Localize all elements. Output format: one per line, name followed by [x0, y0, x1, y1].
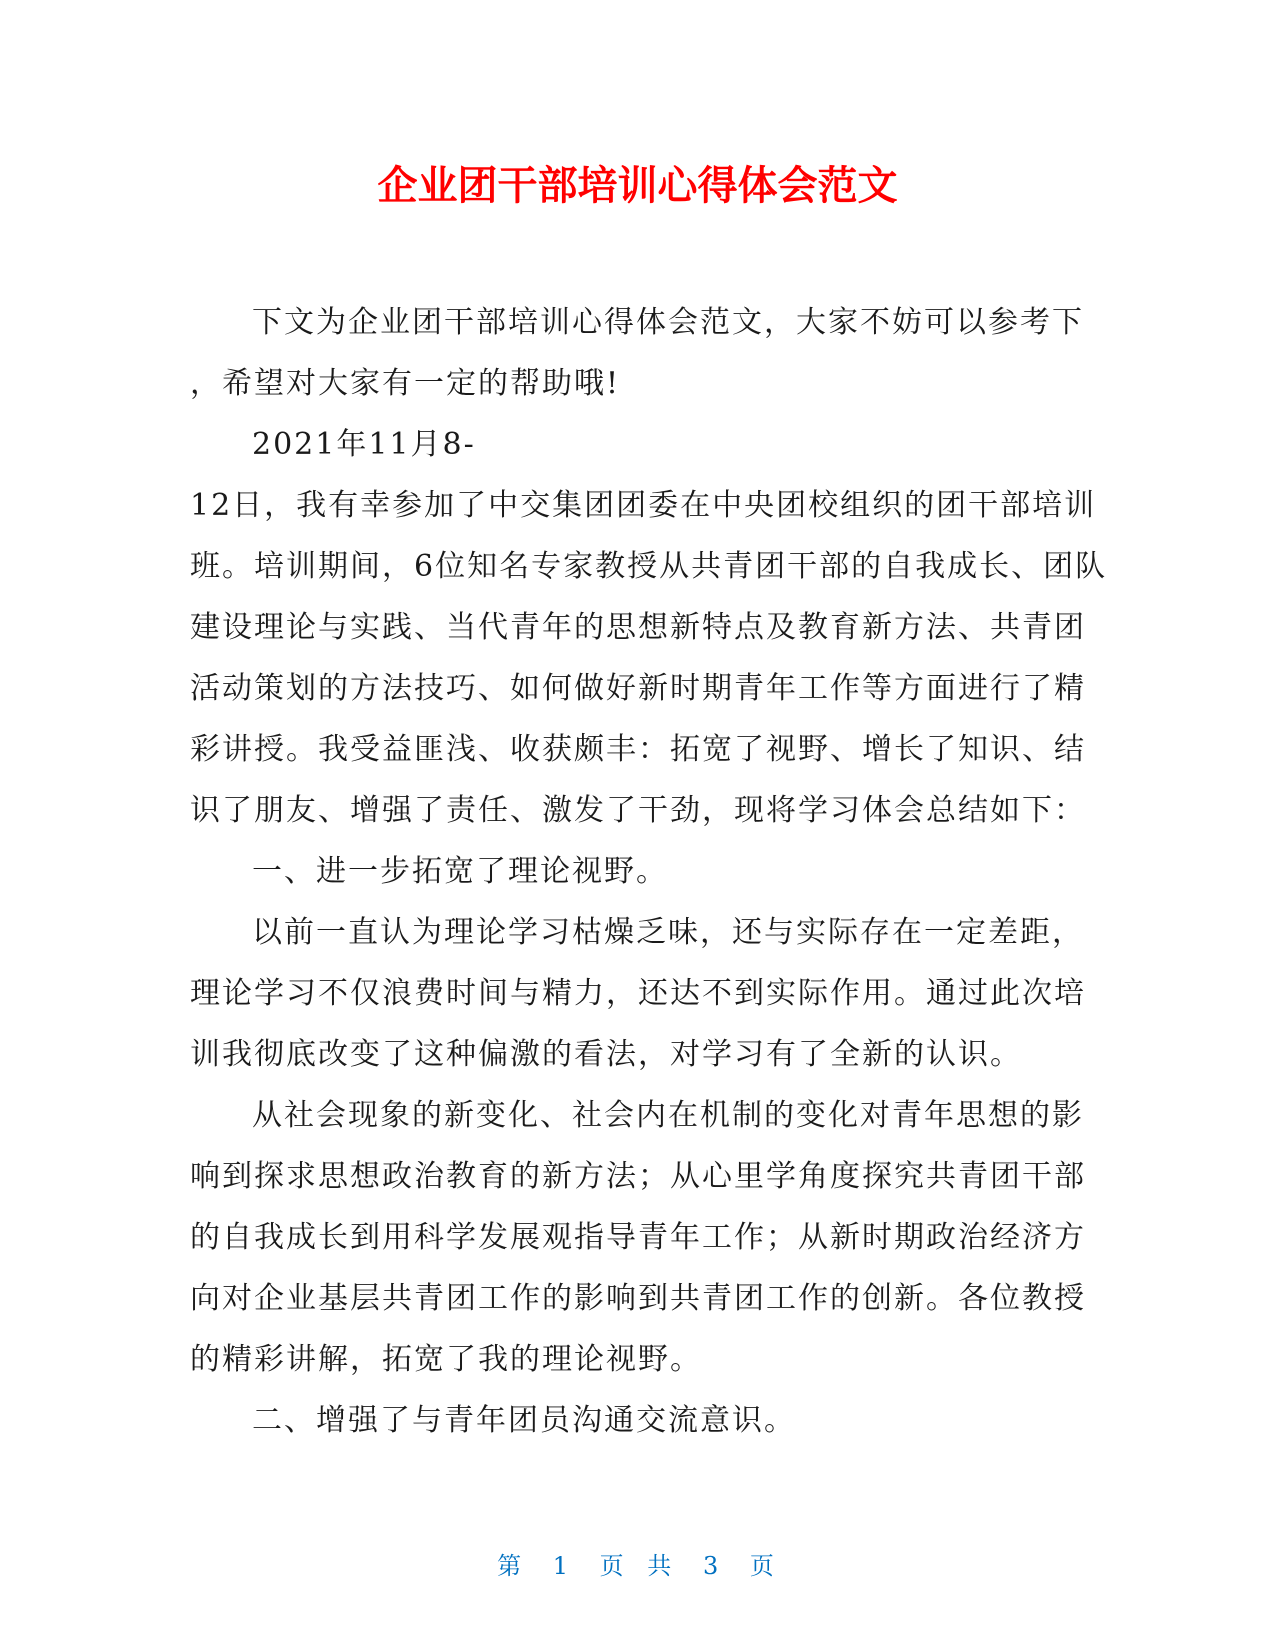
paragraph-line: ，希望对大家有一定的帮助哦!: [190, 366, 621, 401]
paragraph-line: 的自我成长到用科学发展观指导青年工作；从新时期政治经济方: [190, 1220, 1086, 1255]
paragraph-line: 2021年11月8-: [252, 427, 476, 462]
current-page-number: 1: [552, 1552, 573, 1580]
paragraph-line: 响到探求思想政治教育的新方法；从心里学角度探究共青团干部: [190, 1159, 1086, 1194]
section-heading: 二、增强了与青年团员沟通交流意识。: [252, 1403, 796, 1438]
footer-middle: 页 共: [599, 1552, 676, 1580]
paragraph-line: 班。培训期间，6位知名专家教授从共青团干部的自我成长、团队: [190, 549, 1108, 584]
paragraph-line: 识了朋友、增强了责任、激发了干劲，现将学习体会总结如下：: [190, 793, 1086, 828]
document-body: [190, 292, 1108, 1451]
paragraph-line: 彩讲授。我受益匪浅、收获颇丰：拓宽了视野、增长了知识、结: [190, 732, 1086, 767]
document-title: 企业团干部培训心得体会范文: [377, 163, 898, 209]
paragraph-line: 向对企业基层共青团工作的影响到共青团工作的创新。各位教授: [190, 1281, 1086, 1316]
footer-prefix: 第: [497, 1552, 526, 1580]
paragraph-line: 训我彻底改变了这种偏激的看法，对学习有了全新的认识。: [190, 1037, 1022, 1072]
paragraph-line: 从社会现象的新变化、社会内在机制的变化对青年思想的影: [252, 1098, 1084, 1133]
paragraph-line: 的精彩讲解，拓宽了我的理论视野。: [190, 1342, 702, 1377]
paragraph-line: 活动策划的方法技巧、如何做好新时期青年工作等方面进行了精: [190, 671, 1086, 706]
paragraph-line: 理论学习不仅浪费时间与精力，还达不到实际作用。通过此次培: [190, 976, 1086, 1011]
paragraph-line: 以前一直认为理论学习枯燥乏味，还与实际存在一定差距，: [252, 915, 1084, 950]
paragraph-line: 建设理论与实践、当代青年的思想新特点及教育新方法、共青团: [190, 610, 1086, 645]
paragraph-line: 下文为企业团干部培训心得体会范文，大家不妨可以参考下: [252, 305, 1084, 340]
footer-suffix: 页: [749, 1552, 778, 1580]
total-pages-number: 3: [702, 1552, 723, 1580]
page-footer: [0, 1546, 1275, 1581]
paragraph-line: 12日，我有幸参加了中交集团团委在中央团校组织的团干部培训: [190, 488, 1097, 523]
section-heading: 一、进一步拓宽了理论视野。: [252, 854, 668, 889]
